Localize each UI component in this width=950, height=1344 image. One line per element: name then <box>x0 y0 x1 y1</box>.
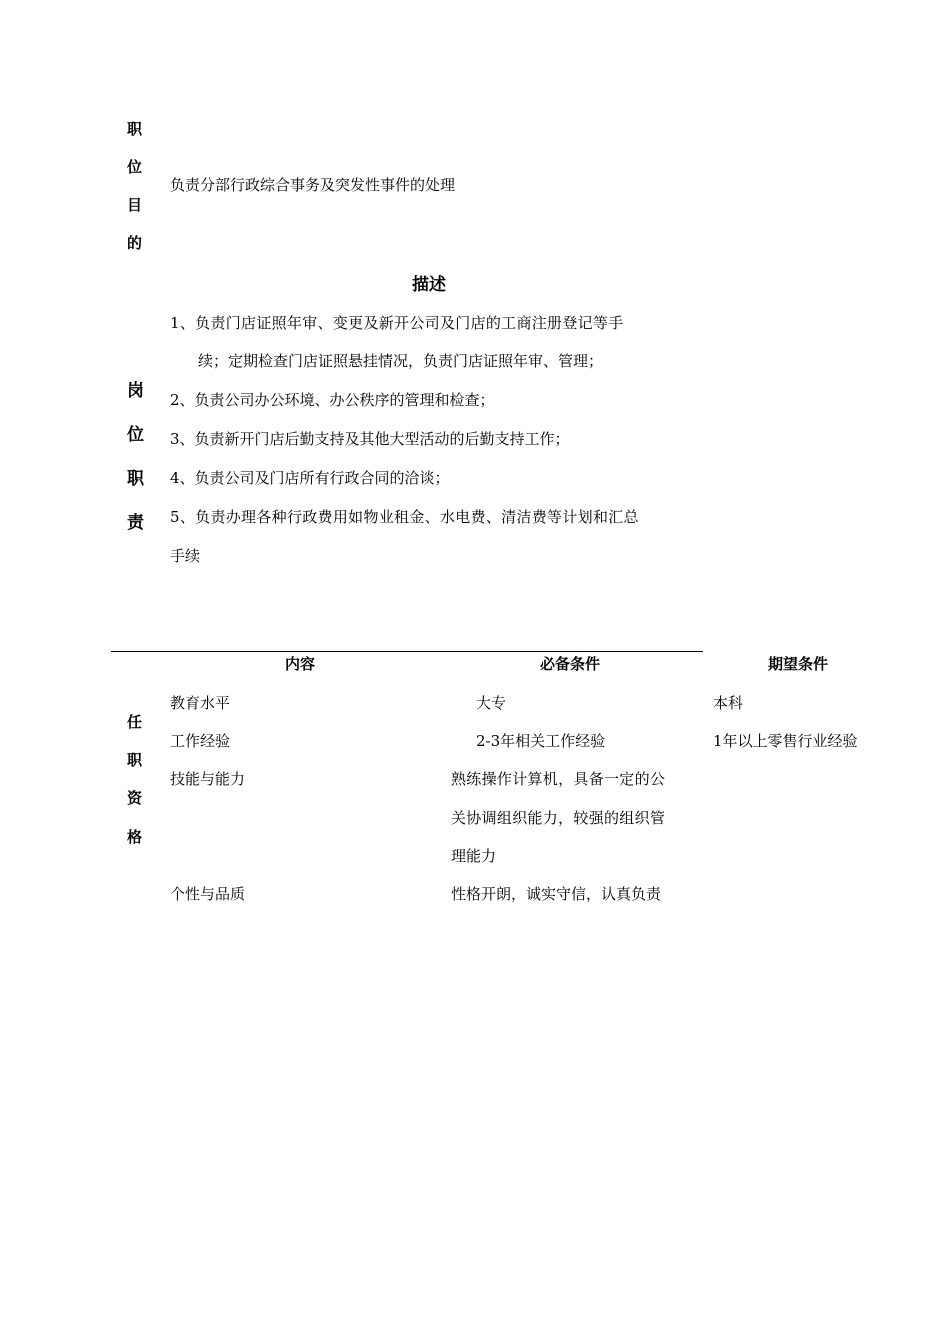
purpose-label-char: 目 <box>127 196 143 214</box>
header-expected: 期望条件 <box>768 655 829 673</box>
duty-line: 1、负责门店证照年审、变更及新开公司及门店的工商注册登记等手 <box>170 314 624 332</box>
table-cell-content: 技能与能力 <box>170 770 246 788</box>
purpose-label-char: 的 <box>127 234 143 252</box>
duties-label-char: 职 <box>127 469 144 489</box>
qualifications-label-char: 资 <box>127 789 143 807</box>
duties-label-char: 责 <box>127 513 144 533</box>
duties-label-char: 岗 <box>127 381 144 401</box>
table-cell-required: 关协调组织能力，较强的组织管 <box>451 809 666 827</box>
purpose-text: 负责分部行政综合事务及突发性事件的处理 <box>170 176 456 194</box>
qualifications-label-char: 任 <box>127 713 143 731</box>
table-cell-content: 个性与品质 <box>170 885 246 903</box>
table-cell-expected: 1年以上零售行业经验 <box>713 732 858 750</box>
duties-label-char: 位 <box>127 425 144 445</box>
table-cell-content: 教育水平 <box>170 694 231 712</box>
purpose-label-char: 职 <box>127 120 143 138</box>
table-cell-expected: 本科 <box>713 694 744 712</box>
header-required: 必备条件 <box>540 655 601 673</box>
table-cell-required: 理能力 <box>451 847 497 865</box>
qualifications-label-char: 职 <box>127 751 143 769</box>
purpose-label-char: 位 <box>127 158 143 176</box>
description-heading: 描述 <box>412 275 446 295</box>
qualifications-label-char: 格 <box>127 828 143 846</box>
table-cell-content: 工作经验 <box>170 732 231 750</box>
table-top-rule <box>111 651 703 652</box>
duty-line: 续；定期检查门店证照悬挂情况，负责门店证照年审、管理； <box>198 352 604 370</box>
duty-line: 5、负责办理各种行政费用如物业租金、水电费、清洁费等计划和汇总 <box>170 508 639 526</box>
header-content: 内容 <box>285 655 316 673</box>
duty-line: 4、负责公司及门店所有行政合同的洽谈； <box>170 469 450 487</box>
duty-line: 3、负责新开门店后勤支持及其他大型活动的后勤支持工作； <box>170 430 570 448</box>
table-cell-required: 熟练操作计算机，具备一定的公 <box>451 770 666 788</box>
table-cell-required: 性格开朗，诚实守信，认真负责 <box>451 885 662 903</box>
duty-line: 手续 <box>170 547 201 565</box>
table-cell-required: 大专 <box>476 694 507 712</box>
table-cell-required: 2-3年相关工作经验 <box>476 732 606 750</box>
duty-line: 2、负责公司办公环境、办公秩序的管理和检查； <box>170 391 495 409</box>
